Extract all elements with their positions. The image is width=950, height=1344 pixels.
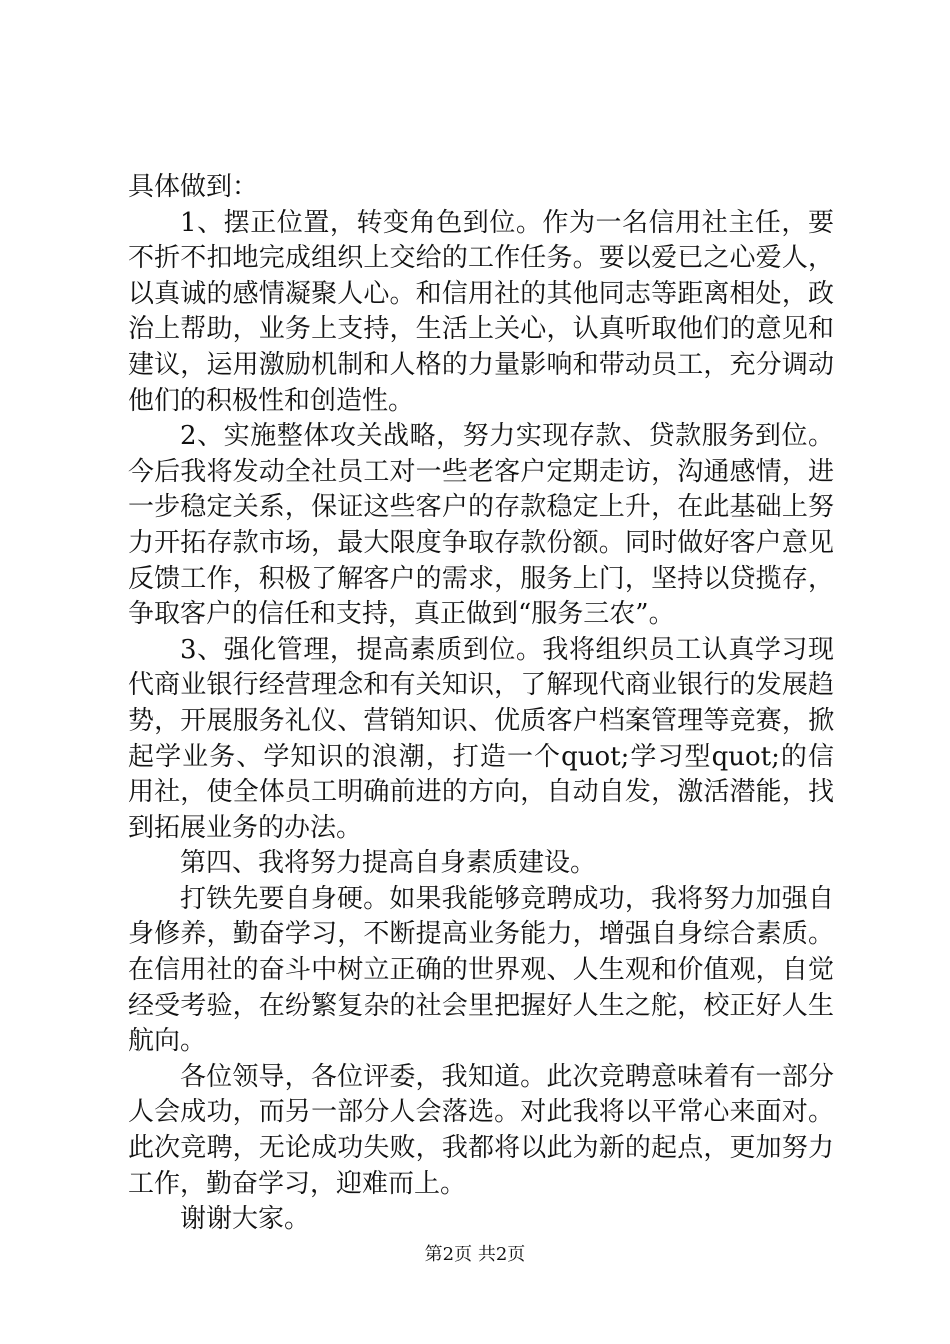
- paragraph-item-1: 1、摆正位置，转变角色到位。作为一名信用社主任，要不折不扣地完成组织上交给的工作任务。要以爱已之心爱人，以真诚的感情凝聚人心。和信用社的其他同志等距离相处，政治上帮助，业务上支持，生活上关心，认真听取他们的意见和建议，运用激励机制和人格的力量影响和带动员工，充分调动他们的积极性和创造性。: [128, 207, 834, 416]
- document-body: [128, 170, 834, 1238]
- intro-line: 具体做到：: [128, 172, 259, 202]
- page-number-footer: 第2页 共2页: [424, 1244, 526, 1265]
- section-heading-fourth: 第四、我将努力提高自身素质建设。: [180, 848, 597, 879]
- paragraph-self-improvement: 打铁先要自身硬。如果我能够竞聘成功，我将努力加强自身修养，勤奋学习，不断提高业务能力，增强自身综合素质。在信用社的奋斗中树立正确的世界观、人生观和价值观，自觉经受考验，在纷繁复杂的社会里把握好人生之舵，校正好人生航向。: [128, 883, 834, 1057]
- paragraph-item-2: 2、实施整体攻关战略，努力实现存款、贷款服务到位。今后我将发动全社员工对一些老客户定期走访，沟通感情，进一步稳定关系，保证这些客户的存款稳定上升，在此基础上努力开拓存款市场，最大限度争取存款份额。同时做好客户意见反馈工作，积极了解客户的需求，服务上门，坚持以贷揽存，争取客户的信任和支持，真正做到“服务三农”。: [128, 421, 834, 630]
- thanks-line: 谢谢大家。: [180, 1204, 311, 1235]
- paragraph-closing-remarks: 各位领导，各位评委，我知道。此次竞聘意味着有一部分人会成功，而另一部分人会落选。对此我将以平常心来面对。此次竞聘，无论成功失败，我都将以此为新的起点，更加努力工作，勤奋学习，迎难而上。: [128, 1061, 834, 1199]
- paragraph-item-3: 3、强化管理，提高素质到位。我将组织员工认真学习现代商业银行经营理念和有关知识，了解现代商业银行的发展趋势，开展服务礼仪、营销知识、优质客户档案管理等竞赛，掀起学业务、学知识的浪潮，打造一个quot;学习型quot;的信用社，使全体员工明确前进的方向，自动自发，激活潜能，找到拓展业务的办法。: [128, 634, 834, 843]
